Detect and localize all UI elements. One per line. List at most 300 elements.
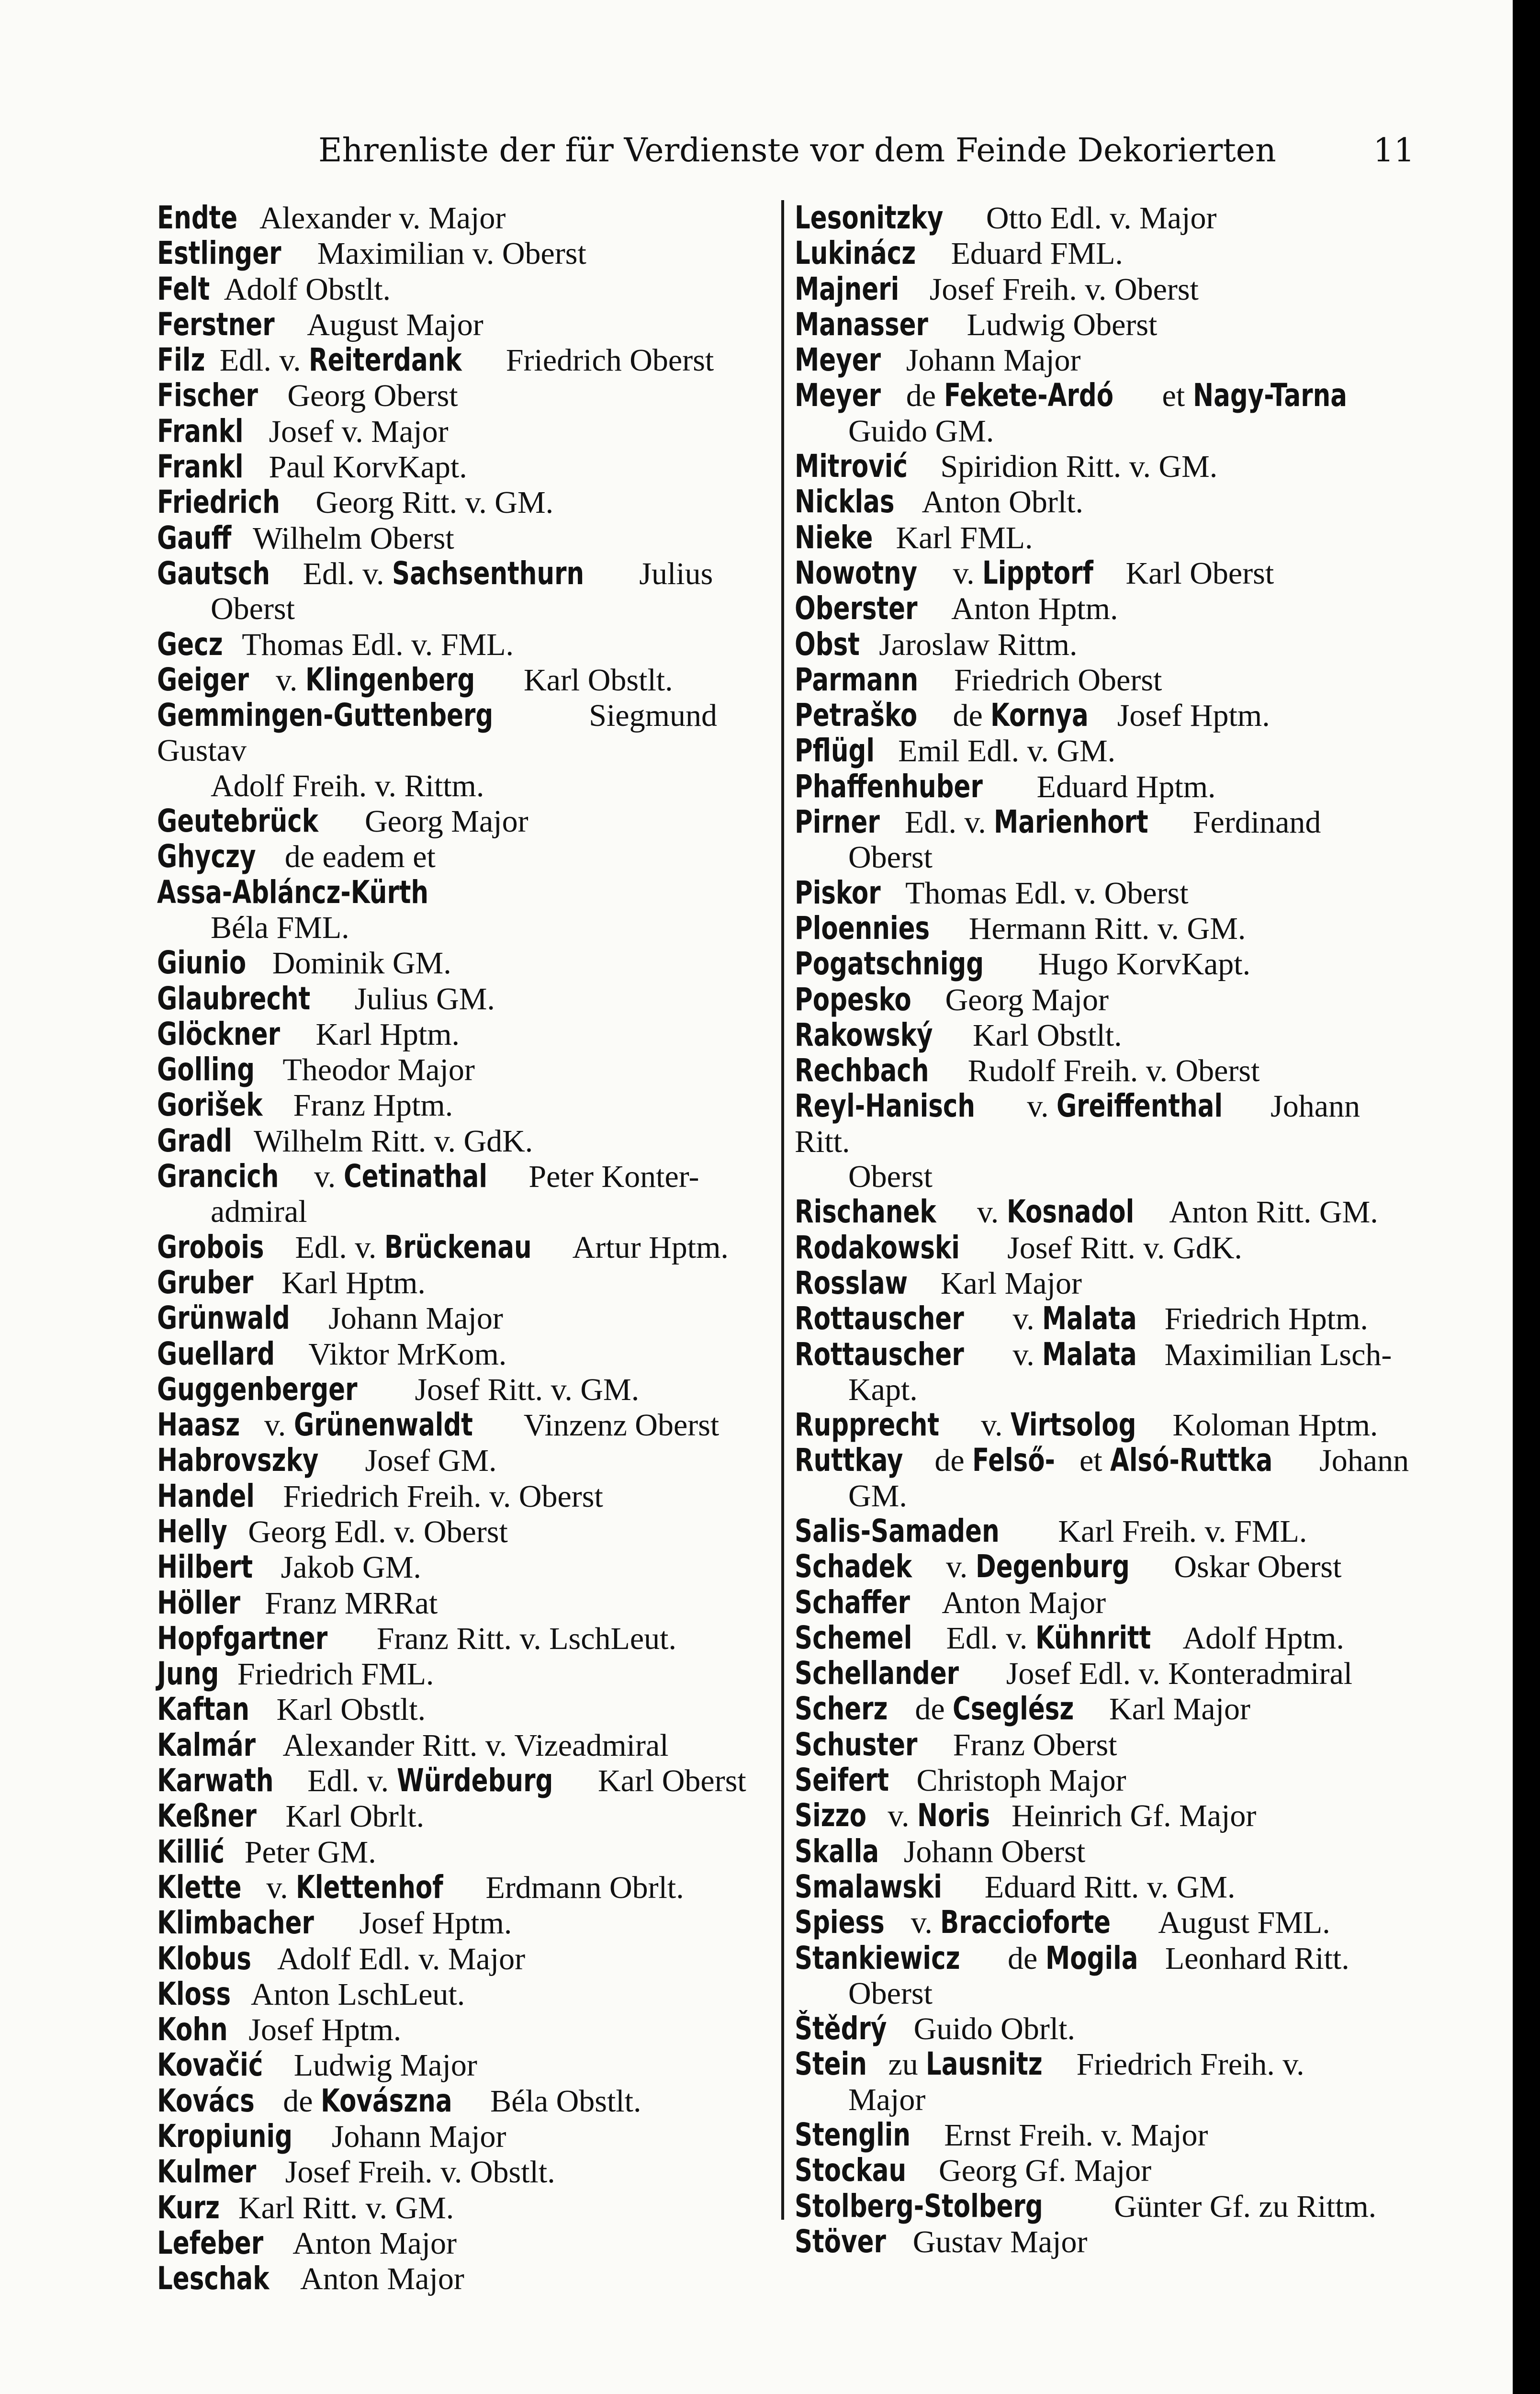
entry-surname: Jung [157, 1655, 219, 1693]
entry-surname: Handel [157, 1477, 255, 1514]
entry-text: Edl. v. [307, 1763, 389, 1799]
entry-text: Heinrich Gf. Major [1012, 1798, 1257, 1834]
list-item [795, 307, 1417, 342]
entry-text: Ferdinand [1192, 805, 1321, 840]
list-item [157, 1087, 775, 1123]
entry-surname: Petraško [795, 697, 918, 734]
list-item [157, 1336, 775, 1372]
entry-text: Siegmund Gustav [157, 698, 717, 768]
entry-line [157, 1336, 775, 1372]
entry-line [157, 2119, 775, 2154]
entry-text: Karl Oberst [598, 1763, 746, 1799]
entry-text: v. [1012, 1337, 1034, 1372]
list-item [157, 2119, 775, 2154]
list-item [795, 804, 1417, 875]
entry-surname: Fischer [157, 377, 258, 414]
list-item [795, 1513, 1417, 1549]
entry-text: Friedrich Hptm. [1164, 1301, 1368, 1337]
entry-text: v. [276, 662, 298, 698]
list-item [795, 2224, 1417, 2259]
list-item [157, 1407, 775, 1443]
entry-text: Josef Freih. v. Obstlt. [285, 2155, 555, 2190]
entry-line [795, 982, 1417, 1017]
list-item [795, 662, 1417, 698]
entry-line [157, 2047, 775, 2083]
entry-surname: Nicklas [795, 483, 895, 520]
entry-line [157, 2012, 775, 2047]
entry-text: de [283, 2083, 313, 2119]
list-item [795, 2117, 1417, 2153]
entry-text: Thomas Edl. v. Oberst [905, 875, 1189, 911]
entry-surname: Pflügl [795, 732, 875, 769]
entry-surname: Stolberg-Stolberg [795, 2187, 1043, 2225]
list-item [157, 2154, 775, 2190]
entry-surname: Hopfgartner [157, 1619, 328, 1657]
entry-text: Rudolf Freih. v. Oberst [967, 1053, 1260, 1089]
entry-line [795, 2046, 1417, 2082]
entry-text: Julius GM. [354, 981, 495, 1016]
entry-text: v. [314, 1159, 336, 1195]
entry-line [157, 449, 775, 485]
entry-text: Adolf Edl. v. Major [277, 1941, 526, 1976]
entry-text: Julius [639, 556, 713, 591]
list-item [795, 449, 1417, 484]
entry-surname: Reyl-Hanisch [795, 1087, 976, 1125]
entry-surname: Stein [795, 2045, 867, 2083]
entry-surname: Smalawski [795, 1868, 942, 1905]
page-number: 11 [1373, 132, 1415, 169]
entry-text: Alexander Ritt. v. Vizeadmiral [282, 1728, 669, 1763]
entry-continuation: Oberst [848, 840, 933, 875]
entry-surname: Meyer [795, 377, 881, 414]
entry-surname: Giunio [157, 944, 247, 982]
entry-line [795, 271, 1417, 307]
entry-text: Maximilian Lsch- [1164, 1337, 1392, 1372]
entry-text: Edl. v. [303, 556, 384, 591]
entry-line [795, 2189, 1417, 2224]
entry-surname: Cseglész [953, 1690, 1074, 1728]
list-item [157, 200, 775, 236]
entry-line [795, 1017, 1417, 1053]
entry-line [157, 1656, 775, 1692]
entry-text: Georg Gf. Major [938, 2153, 1152, 2189]
entry-line [157, 627, 775, 662]
list-item [157, 1728, 775, 1763]
entry-continuation: Oberst [848, 1976, 933, 2011]
entry-line [157, 1976, 775, 2012]
entry-surname: Phaffenhuber [795, 768, 983, 805]
entry-line [157, 1763, 775, 1798]
entry-text: v. [981, 1408, 1003, 1443]
list-item [795, 875, 1417, 911]
list-item [795, 2153, 1417, 2188]
entry-surname: Lesonitzky [795, 199, 944, 236]
entry-line [157, 1230, 775, 1265]
entry-text: Johann Oberst [903, 1834, 1086, 1869]
entry-surname: Mitrović [795, 448, 908, 485]
list-item [795, 1053, 1417, 1088]
entry-line [795, 449, 1417, 484]
entry-line [795, 236, 1417, 271]
list-item [795, 1549, 1417, 1584]
entry-line [795, 2117, 1417, 2153]
entry-text: Eduard FML. [951, 236, 1123, 271]
list-item [157, 1798, 775, 1834]
entry-text: Eduard Ritt. v. GM. [984, 1869, 1236, 1905]
entry-line [157, 839, 775, 910]
entry-text: Adolf Obstlt. [224, 271, 391, 307]
entry-text: Josef Hptm. [359, 1906, 512, 1941]
list-item [157, 1230, 775, 1265]
list-item [157, 2083, 775, 2119]
list-item [795, 911, 1417, 946]
entry-text: Günter Gf. zu Rittm. [1114, 2189, 1377, 2224]
entry-text: v. [266, 1870, 288, 1905]
list-item [157, 1479, 775, 1514]
entry-line [795, 200, 1417, 236]
list-item [795, 1230, 1417, 1265]
entry-line [157, 200, 775, 236]
entry-surname: Grünenwaldt [293, 1406, 473, 1444]
entry-line [157, 1087, 775, 1123]
entry-surname: Kaftan [157, 1691, 250, 1728]
entry-text: Leonhard Ritt. [1165, 1941, 1349, 1976]
entry-surname: Felső- [972, 1442, 1056, 1479]
entry-text: v. [1027, 1089, 1049, 1124]
entry-surname: Keßner [157, 1797, 257, 1835]
entry-surname: Rupprecht [795, 1406, 940, 1444]
list-item [795, 733, 1417, 768]
entry-surname: Karwath [157, 1762, 274, 1799]
entry-text: de [1008, 1941, 1038, 1976]
entry-line [157, 236, 775, 271]
list-item [795, 1620, 1417, 1656]
list-item [157, 556, 775, 627]
list-item [157, 485, 775, 520]
entry-text: v. [946, 1549, 968, 1585]
entry-surname: Gradl [157, 1122, 232, 1159]
entry-line [157, 307, 775, 342]
entry-surname: Rischanek [795, 1193, 936, 1231]
entry-text: Karl Freih. v. FML. [1058, 1513, 1307, 1549]
entry-line [157, 1052, 775, 1087]
entry-text: Karl Ritt. v. GM. [238, 2190, 454, 2225]
entry-text: Anton Hptm. [951, 591, 1118, 627]
entry-surname: Noris [917, 1797, 990, 1834]
entry-surname: Popesko [795, 981, 911, 1018]
entry-surname: Höller [157, 1584, 241, 1621]
entry-text: Karl Major [940, 1265, 1082, 1301]
entry-line [795, 733, 1417, 768]
entry-line [795, 1053, 1417, 1088]
entry-line [795, 1620, 1417, 1656]
entry-line [157, 1016, 775, 1052]
entry-line [795, 1230, 1417, 1265]
entry-surname: Klimbacher [157, 1904, 314, 1942]
list-item [157, 2261, 775, 2296]
entry-line [795, 1337, 1417, 1372]
entry-line [795, 1905, 1417, 1940]
entry-line [795, 769, 1417, 804]
entry-text: Anton Ritt. GM. [1169, 1195, 1378, 1230]
entry-surname: Sizzo [795, 1797, 867, 1834]
list-item [157, 2012, 775, 2047]
list-item [157, 1763, 775, 1798]
list-item [795, 1834, 1417, 1869]
entry-line [157, 1941, 775, 1976]
entry-text: Josef Ritt. v. GdK. [1007, 1230, 1242, 1265]
entry-text: Guido Obrlt. [913, 2011, 1075, 2047]
list-item [157, 1443, 775, 1478]
list-item [795, 946, 1417, 982]
entry-text: et [1079, 1443, 1102, 1479]
entry-surname: Geutebrück [157, 802, 318, 840]
list-item [795, 1407, 1417, 1443]
entry-surname: Lukinácz [795, 235, 916, 272]
entry-text: Karl Obstlt. [276, 1692, 426, 1728]
entry-line [157, 803, 775, 839]
entry-text: Franz MRRat [265, 1585, 438, 1621]
entry-surname: Brückenau [384, 1228, 532, 1265]
list-item [795, 342, 1417, 378]
entry-text: Thomas Edl. v. FML. [242, 627, 514, 662]
entry-text: et [1162, 378, 1185, 414]
entry-surname: Kurz [157, 2189, 220, 2226]
list-item [795, 1656, 1417, 1691]
entry-line [157, 1549, 775, 1585]
entry-text: Gustav Major [912, 2224, 1088, 2259]
entry-line [157, 1407, 775, 1443]
entry-surname: Filz [157, 341, 205, 379]
entry-surname: Seifert [795, 1762, 889, 1799]
entry-text: Franz Ritt. v. LschLeut. [376, 1621, 676, 1656]
entry-surname: Gauff [157, 519, 232, 556]
entry-text: v. [911, 1905, 933, 1941]
entry-surname: Habrovszky [157, 1442, 319, 1479]
entry-text: Georg Edl. v. Oberst [248, 1514, 508, 1549]
entry-text: Friedrich FML. [237, 1657, 434, 1692]
entry-line [795, 1869, 1417, 1905]
entry-line [795, 307, 1417, 342]
entry-surname: Geiger [157, 661, 249, 698]
entry-line [795, 2224, 1417, 2259]
entry-line [795, 946, 1417, 982]
entry-text: v. [977, 1195, 999, 1230]
entry-text: Koloman Hptm. [1172, 1408, 1378, 1443]
entry-text: August FML. [1158, 1905, 1330, 1941]
list-item [795, 236, 1417, 271]
entry-surname: Haasz [157, 1406, 240, 1444]
list-item [157, 2225, 775, 2261]
entry-surname: Klettenhof [296, 1868, 443, 1906]
list-item [157, 1549, 775, 1585]
entry-line [157, 945, 775, 981]
entry-text: Johann Ritt. [795, 1089, 1360, 1159]
entry-surname: Nowotny [795, 554, 918, 591]
entry-surname: Degenburg [975, 1548, 1130, 1585]
entry-text: zu [888, 2047, 918, 2082]
entry-surname: Friedrich [157, 484, 280, 521]
entry-line [157, 2154, 775, 2190]
entry-line [157, 698, 775, 768]
list-item [157, 1372, 775, 1407]
entry-surname: Frankl [157, 412, 244, 450]
list-item [157, 662, 775, 698]
entry-line [157, 1621, 775, 1656]
entry-text: Spiridion Ritt. v. GM. [940, 449, 1218, 485]
entry-text: Adolf Hptm. [1182, 1620, 1344, 1656]
entry-surname: Grünwald [157, 1299, 290, 1337]
entry-surname: Salis-Samaden [795, 1512, 1000, 1549]
entry-line [157, 981, 775, 1016]
entry-surname: Kovács [157, 2082, 255, 2119]
entry-text: Johann Major [906, 343, 1081, 378]
list-item [157, 2190, 775, 2225]
entry-line [157, 662, 775, 698]
entry-line [795, 2153, 1417, 2188]
entry-line [795, 1407, 1417, 1443]
list-item [795, 271, 1417, 307]
entry-surname: Marienhort [994, 803, 1148, 841]
entry-surname: Virtsolog [1010, 1406, 1136, 1444]
entry-line [157, 1123, 775, 1159]
list-item [795, 2011, 1417, 2046]
entry-text: Paul KorvKapt. [269, 450, 467, 485]
entry-surname: Gautsch [157, 554, 270, 592]
entry-text: Jakob GM. [281, 1550, 421, 1585]
list-item [157, 1976, 775, 2012]
list-item [157, 520, 775, 556]
entry-text: Friedrich Freih. v. [1076, 2047, 1304, 2082]
entry-line [157, 2083, 775, 2119]
list-item [157, 1621, 775, 1656]
entry-line [157, 1798, 775, 1834]
entry-line [795, 1656, 1417, 1691]
entry-text: Johann Major [331, 2119, 506, 2155]
list-item [795, 627, 1417, 662]
entry-continuation: Kapt. [848, 1372, 918, 1407]
entry-surname: Nieke [795, 519, 873, 556]
entry-text: Josef Hptm. [1117, 698, 1270, 734]
entry-surname: Lefeber [157, 2224, 264, 2261]
list-item [795, 1798, 1417, 1833]
entry-surname: Rodakowski [795, 1229, 960, 1266]
entry-line [795, 378, 1417, 413]
entry-line [795, 1798, 1417, 1833]
right-column [795, 200, 1417, 2259]
entry-line [157, 1870, 775, 1905]
entry-surname: Rosslaw [795, 1264, 908, 1301]
list-item [157, 342, 775, 378]
entry-line [157, 271, 775, 307]
list-item [795, 200, 1417, 236]
entry-line [157, 1692, 775, 1727]
list-item [157, 271, 775, 307]
entry-surname: Gecz [157, 625, 223, 663]
entry-text: Karl Hptm. [281, 1265, 426, 1300]
entry-text: Franz Hptm. [293, 1088, 453, 1123]
running-header [318, 122, 1415, 180]
entry-text: Georg Major [365, 804, 528, 839]
list-item [795, 484, 1417, 519]
entry-text: de [906, 378, 936, 414]
entry-line [795, 875, 1417, 911]
list-item [157, 1016, 775, 1052]
entry-text: Anton Major [300, 2261, 464, 2297]
entry-text: Karl Obstlt. [523, 662, 673, 698]
scan-edge [1513, 0, 1540, 2394]
entry-text: Peter GM. [244, 1834, 376, 1870]
entry-line [795, 1088, 1417, 1159]
entry-surname: Malata [1042, 1300, 1137, 1337]
entry-surname: Ferstner [157, 305, 275, 343]
entry-surname: Kornya [990, 697, 1089, 734]
entry-line [157, 1728, 775, 1763]
entry-surname: Mogila [1045, 1939, 1138, 1976]
entry-text: Georg Major [945, 982, 1109, 1017]
entry-line [795, 1941, 1417, 1976]
entry-line [795, 1513, 1417, 1549]
entry-surname: Glaubrecht [157, 980, 311, 1017]
entry-surname: Cetinathal [343, 1158, 487, 1195]
entry-line [795, 662, 1417, 698]
entry-surname: Klobus [157, 1940, 252, 1977]
entry-text: Georg Ritt. v. GM. [315, 485, 554, 520]
list-item [157, 1159, 775, 1230]
entry-surname: Nagy-Tarna [1192, 377, 1347, 414]
entry-surname: Estlinger [157, 235, 281, 272]
list-item [795, 1265, 1417, 1301]
entry-surname: Gemmingen-Guttenberg [157, 697, 494, 734]
list-item [795, 1905, 1417, 1940]
list-item [795, 1443, 1417, 1513]
entry-surname: Obst [795, 625, 860, 663]
list-item [157, 1052, 775, 1087]
entry-line [157, 2225, 775, 2261]
list-item [157, 981, 775, 1016]
entry-line [157, 1585, 775, 1621]
list-item [157, 449, 775, 485]
entry-line [157, 1834, 775, 1870]
entry-line [795, 520, 1417, 555]
list-item [157, 1834, 775, 1870]
entry-surname: Stenglin [795, 2116, 911, 2154]
entry-text: Anton Major [292, 2225, 457, 2261]
entry-line [157, 1514, 775, 1549]
entry-text: Dominik GM. [272, 946, 451, 981]
list-item [795, 1301, 1417, 1336]
entry-text: Josef Edl. v. Konteradmiral [1006, 1656, 1353, 1692]
entry-text: Maximilian v. Oberst [317, 236, 586, 271]
entry-surname: Lipptorf [982, 554, 1094, 591]
entry-continuation: Oberst [848, 1159, 933, 1195]
list-item [795, 1088, 1417, 1194]
entry-surname: Kovačić [157, 2046, 263, 2084]
list-item [795, 982, 1417, 1017]
entry-surname: Felt [157, 270, 210, 307]
list-item [795, 1869, 1417, 1905]
entry-text: Friedrich Oberst [954, 662, 1162, 698]
entry-surname: Klingenberg [305, 661, 475, 698]
entry-text: Karl FML. [896, 520, 1033, 555]
entry-text: v. [1012, 1301, 1034, 1337]
entry-surname: Hilbert [157, 1548, 253, 1586]
entry-text: de eadem et [284, 839, 436, 875]
entry-surname: Kühnritt [1035, 1619, 1151, 1656]
list-item [157, 1941, 775, 1976]
entry-surname: Skalla [795, 1832, 879, 1870]
entry-surname: Piskor [795, 874, 881, 911]
